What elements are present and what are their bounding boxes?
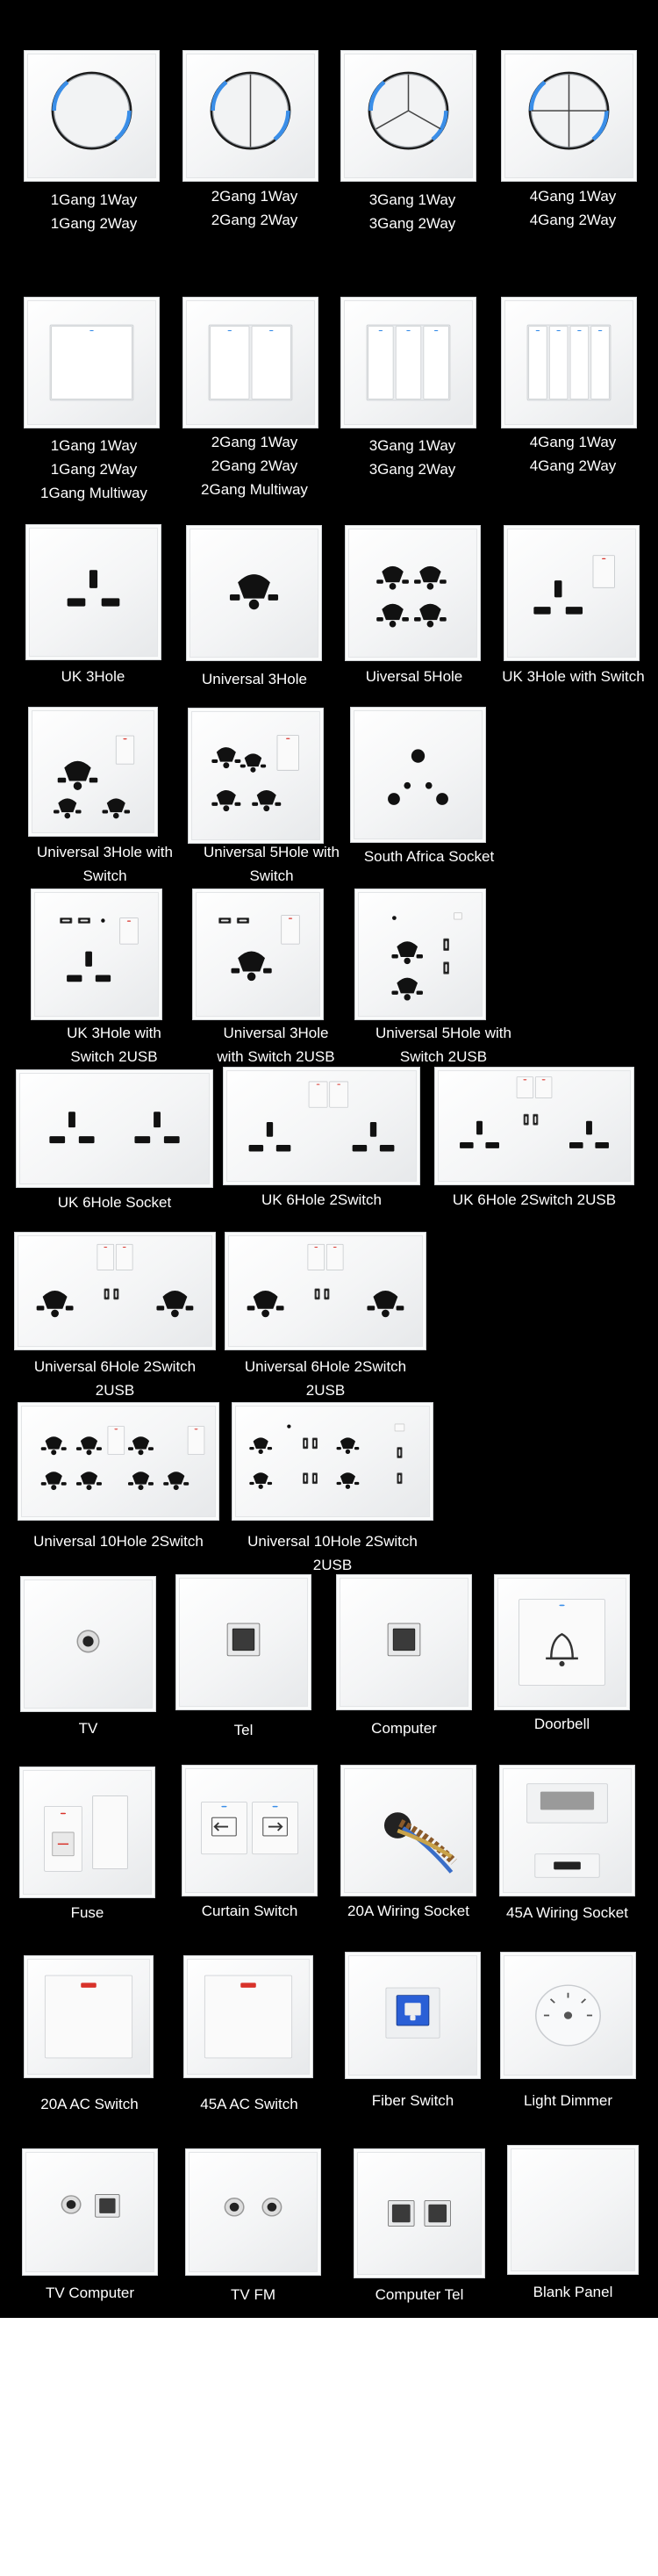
product-illustration — [183, 51, 318, 181]
product-image-blank — [507, 2145, 639, 2275]
product-illustration — [232, 1403, 433, 1520]
product-label-line: Fuse — [70, 1904, 104, 1921]
product-label — [179, 2092, 319, 2116]
product-illustration — [354, 2149, 484, 2277]
product-label — [516, 430, 630, 478]
product-illustration — [183, 298, 318, 428]
product-label-line: 4Gang 2Way — [529, 212, 617, 228]
product-label-line: 2Gang 2Way — [211, 212, 298, 228]
product-image-uni5 — [345, 525, 481, 661]
product-label — [195, 840, 348, 888]
product-image-uni5sw — [188, 708, 324, 844]
product-illustration — [193, 889, 323, 1019]
product-label — [48, 1021, 180, 1069]
product-image-uk3sw2usb — [31, 889, 162, 1020]
product-label — [20, 1716, 156, 1740]
product-image-uk3 — [25, 524, 161, 660]
product-image-dimmer — [500, 1952, 636, 2079]
product-illustration — [502, 298, 636, 428]
product-illustration — [20, 1767, 154, 1897]
product-image-uk6sw — [223, 1067, 420, 1185]
product-label — [22, 2281, 158, 2305]
product-label-line: 20A AC Switch — [40, 2096, 139, 2112]
product-image-uni5sw2usb — [354, 889, 486, 1020]
product-label-line: Universal 6Hole 2Switch 2USB — [244, 1358, 407, 1399]
product-illustration — [15, 1233, 215, 1349]
product-label-line: 3Gang 2Way — [368, 215, 456, 232]
product-illustration — [346, 526, 480, 660]
product-illustration — [355, 889, 485, 1019]
product-label — [507, 2280, 639, 2304]
product-illustration — [337, 1575, 471, 1709]
product-label-line: 45A AC Switch — [200, 2096, 298, 2112]
product-label-line: UK 3Hole with Switch — [502, 668, 645, 685]
product-label-line: 4Gang 2Way — [529, 457, 617, 474]
product-label — [354, 845, 504, 868]
product-image-tvcomputer — [22, 2148, 158, 2276]
product-label — [326, 665, 502, 688]
product-image-rocker4 — [501, 297, 637, 428]
product-label-line: 3Gang 1Way — [368, 191, 456, 208]
product-illustration — [29, 708, 157, 836]
product-label-line: TV FM — [231, 2286, 275, 2303]
product-label — [494, 1712, 630, 1736]
product-label — [197, 184, 311, 232]
product-label — [182, 1899, 318, 1923]
product-image-uni3sw2usb — [192, 889, 324, 1020]
product-label-line: Universal 10Hole 2Switch 2USB — [247, 1533, 418, 1573]
product-label-line: Computer — [371, 1720, 437, 1737]
product-label — [225, 1355, 426, 1402]
product-label-line: Universal 3Hole — [223, 1025, 329, 1041]
product-label-line: 4Gang 1Way — [529, 434, 617, 450]
product-image-rocker2 — [182, 297, 318, 428]
product-label — [185, 2283, 321, 2306]
product-label — [367, 1021, 520, 1069]
product-label-line: 2Gang 1Way — [211, 188, 298, 205]
product-image-round3 — [340, 50, 476, 182]
product-image-fuse — [19, 1767, 155, 1898]
product-label-line: 45A Wiring Socket — [506, 1904, 628, 1921]
product-label — [232, 1529, 433, 1577]
product-illustration — [508, 2146, 638, 2274]
product-image-curtain — [182, 1765, 318, 1896]
product-label-line: UK 6Hole Socket — [57, 1194, 172, 1211]
product-label — [19, 1901, 155, 1925]
product-illustration — [504, 526, 639, 660]
product-image-uni6sw2usbB — [225, 1232, 426, 1350]
product-label — [500, 2089, 636, 2112]
product-image-uni3 — [186, 525, 322, 661]
product-label — [355, 188, 469, 235]
product-label-line: 1Gang 1Way — [50, 191, 138, 208]
product-image-ac45 — [183, 1955, 313, 2078]
product-illustration — [502, 51, 636, 181]
product-illustration — [346, 1953, 480, 2078]
product-label-line: Switch 2USB — [70, 1048, 158, 1065]
product-label-line: 1Gang 1Way — [50, 437, 138, 454]
product-label — [516, 184, 630, 232]
product-image-uk6 — [16, 1069, 213, 1188]
product-label-line: Universal 10Hole 2Switch — [33, 1533, 204, 1550]
product-label-line: Switch — [249, 867, 294, 884]
product-illustration — [26, 525, 161, 659]
product-image-tvfm — [185, 2148, 321, 2276]
product-illustration — [23, 2149, 157, 2275]
product-label — [197, 430, 311, 501]
product-illustration — [176, 1575, 311, 1709]
product-illustration — [25, 51, 159, 181]
product-label-line: 1Gang Multiway — [40, 485, 147, 501]
product-label-line: UK 3Hole with — [67, 1025, 161, 1041]
product-label-line: Switch — [82, 867, 127, 884]
product-label-line: 1Gang 2Way — [50, 215, 138, 232]
product-illustration — [32, 889, 161, 1019]
product-label-line: UK 6Hole 2Switch 2USB — [452, 1191, 617, 1208]
product-label — [16, 1191, 213, 1214]
product-label — [28, 840, 182, 888]
product-illustration — [341, 298, 476, 428]
product-illustration — [495, 1575, 629, 1709]
product-illustration — [25, 1956, 153, 2077]
product-label — [18, 1529, 219, 1553]
product-illustration — [25, 298, 159, 428]
product-label-line: Blank Panel — [533, 2284, 613, 2300]
product-label-line: TV — [78, 1720, 98, 1737]
product-illustration — [187, 526, 321, 660]
product-illustration — [341, 1766, 476, 1896]
product-label — [332, 1899, 485, 1923]
product-label-line: 3Gang 1Way — [368, 437, 456, 454]
product-label — [345, 2089, 481, 2112]
product-illustration — [189, 709, 323, 843]
product-image-round4 — [501, 50, 637, 182]
product-label-line: 2Gang 1Way — [211, 434, 298, 450]
product-image-computer — [336, 1574, 472, 1710]
product-illustration — [17, 1070, 212, 1187]
product-label-line: UK 3Hole — [61, 668, 125, 685]
product-label-line: 2Gang 2Way — [211, 457, 298, 474]
product-label-line: Universal 3Hole — [202, 671, 307, 687]
product-illustration — [182, 1766, 317, 1896]
product-label — [208, 1021, 344, 1069]
product-label — [37, 188, 151, 235]
product-image-round2 — [182, 50, 318, 182]
product-label-line: Curtain Switch — [201, 1903, 298, 1919]
product-label-line: 1Gang 2Way — [50, 461, 138, 478]
product-label-line: Tel — [233, 1722, 254, 1738]
product-image-tel — [175, 1574, 311, 1710]
product-image-uk3sw — [504, 525, 640, 661]
product-label — [175, 1718, 311, 1742]
product-label — [495, 1901, 640, 1925]
product-label — [434, 1188, 634, 1212]
product-image-tv — [20, 1576, 156, 1712]
product-label — [488, 665, 658, 688]
product-image-uni3sw — [28, 707, 158, 837]
product-illustration — [186, 2149, 320, 2275]
product-image-round1 — [24, 50, 160, 182]
product-label-line: Universal 5Hole with — [204, 844, 340, 860]
product-label-line: South Africa Socket — [363, 848, 495, 865]
product-label — [336, 1716, 472, 1740]
product-label — [167, 667, 342, 691]
product-image-computertel — [354, 2148, 485, 2278]
product-image-uk6sw2usb — [434, 1067, 634, 1185]
product-label-line: 4Gang 1Way — [529, 188, 617, 205]
product-image-rocker3 — [340, 297, 476, 428]
product-label-line: Uiversal 5Hole — [365, 668, 463, 685]
product-label-line: TV Computer — [45, 2285, 135, 2301]
product-illustration — [184, 1956, 312, 2077]
product-label — [14, 1355, 216, 1402]
product-illustration — [224, 1068, 419, 1184]
product-label — [355, 434, 469, 481]
product-label-line: Computer Tel — [375, 2286, 464, 2303]
product-image-sa — [350, 707, 486, 843]
product-image-rocker1 — [24, 297, 160, 428]
product-illustration — [18, 1403, 218, 1520]
product-label-line: with Switch 2USB — [217, 1048, 335, 1065]
product-image-wiring45 — [499, 1765, 635, 1896]
footer-area — [0, 2318, 658, 2576]
product-image-uni6sw2usbA — [14, 1232, 216, 1350]
product-illustration — [501, 1953, 635, 2078]
product-label — [5, 665, 181, 688]
product-label-line: Light Dimmer — [523, 2092, 613, 2109]
product-illustration — [351, 708, 485, 842]
product-label — [37, 434, 151, 505]
product-label-line: Universal 5Hole with — [375, 1025, 511, 1041]
product-image-wiring20 — [340, 1765, 476, 1896]
product-illustration — [500, 1766, 634, 1896]
product-image-ac20 — [24, 1955, 154, 2078]
product-label-line: UK 6Hole 2Switch — [261, 1191, 382, 1208]
product-label-line: Doorbell — [533, 1716, 590, 1732]
product-label — [19, 2092, 160, 2116]
product-label — [223, 1188, 420, 1212]
product-label-line: Switch 2USB — [399, 1048, 488, 1065]
product-label-line: 20A Wiring Socket — [347, 1903, 469, 1919]
product-illustration — [435, 1068, 633, 1184]
product-label-line: Fiber Switch — [371, 2092, 454, 2109]
product-image-uni10sw2usb — [232, 1402, 433, 1521]
product-label-line: 2Gang Multiway — [201, 481, 308, 498]
product-label-line: Universal 6Hole 2Switch 2USB — [33, 1358, 197, 1399]
product-label — [354, 2283, 485, 2306]
product-image-uni10sw — [18, 1402, 219, 1521]
product-illustration — [341, 51, 476, 181]
product-illustration — [225, 1233, 426, 1349]
product-label-line: Universal 3Hole with — [37, 844, 173, 860]
product-image-fiber — [345, 1952, 481, 2079]
product-image-doorbell — [494, 1574, 630, 1710]
product-illustration — [21, 1577, 155, 1711]
product-label-line: 3Gang 2Way — [368, 461, 456, 478]
